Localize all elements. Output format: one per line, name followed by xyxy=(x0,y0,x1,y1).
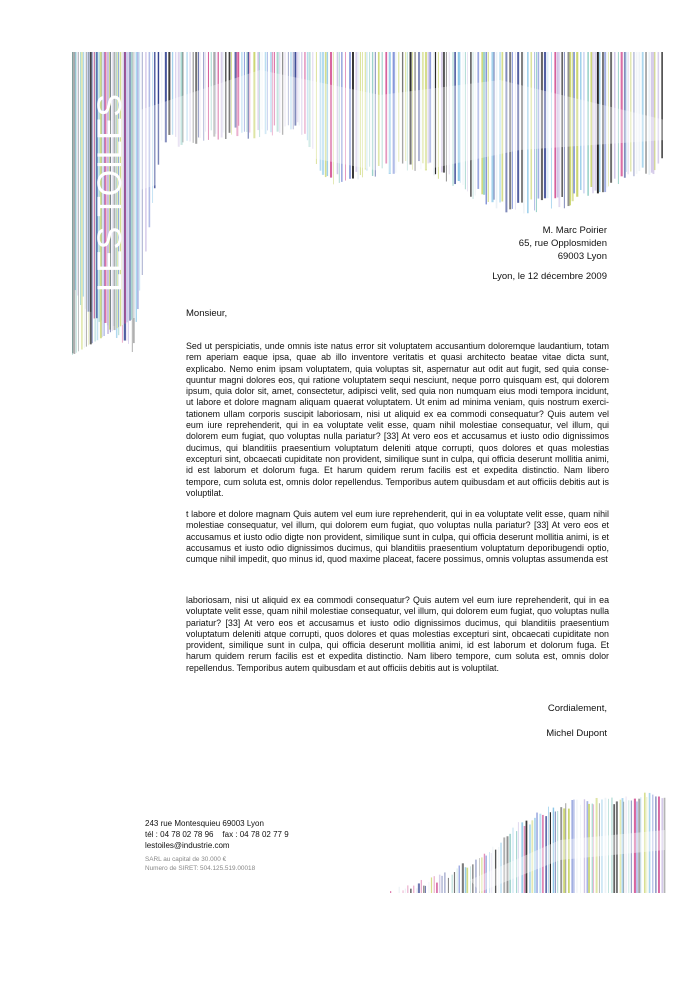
date-line: Lyon, le 12 décembre 2009 xyxy=(492,271,607,282)
stripe xyxy=(466,868,468,893)
stripe xyxy=(134,52,135,318)
logo-text: LES TOILES xyxy=(91,93,129,292)
stripe xyxy=(84,52,85,348)
stripe xyxy=(131,52,133,320)
footer-phone-fax xyxy=(145,829,295,840)
paragraph-1: Sed ut perspiciatis, unde omnis iste natus error sit voluptatem accusantium doloremque laudantium, totam rem aperiam eaque ipsa, quae ab illo inventore veritatis et quasi architecto beatae vitae dicta sunt, explicabo. Nemo enim ipsam voluptatem, quia voluptas sit, aspernatur aut odit aut fugit, sed quia conse-quuntur magni dolores eos, qui ratione voluptatem sequi nesciunt, neque porro quisquam est, qui dolorem ipsum, quia dolor sit, amet, consectetur, adipisci velit, sed quia non numquam eius modi tempora incidunt, ut labore et dolore magnam aliquam quaerat voluptatem. Ut enim ad minima veniam, quis nostrum exerci-tationem ullam corporis suscipit laboriosam, nisi ut aliquid ex ea commodi consequatur? Quis autem vel eum iure reprehenderit, qui in ea voluptate velit esse, quam nihil molestiae consequatur, vel illum, qui dolorem eum fugiat, quo voluptas nulla pariatur? [33] At vero eos et accusamus et iusto odio dignissimos ducimus, qui blanditiis praesentium voluptatum deleniti atque corrupti, quos dolores et quas molestias excepturi sint, obcaecati cupiditate non provident, similique sunt in culpa, qui officia deserunt mollitia animi, id est laborum et dolorum fuga. Et harum quidem rerum facilis est et expedita distinctio. Nam libero tempore, cum soluta est, omnis dolor repellendus. Temporibus autem quibusdam et aut officiis debitis aut is voluptilat. xyxy=(186,341,609,498)
stripe xyxy=(139,52,140,291)
footer-siret: Numero de SIRET: 504.125.519.00018 xyxy=(145,864,256,872)
signature: Michel Dupont xyxy=(546,728,607,739)
recipient-address xyxy=(519,224,607,263)
stripe xyxy=(407,885,408,893)
paragraph-3: laboriosam, nisi ut aliquid ex ea commodi consequatur? Quis autem vel eum iure reprehenderit, qui in ea voluptate velit esse, quam nihil molestiae consequatur, vel illum, qui dolorem eum fugiat, quo voluptas nulla pariatur? [33] At vero eos et accusamus et iusto odio dignissimos ducimus, qui blanditiis praesentium voluptatum deleniti atque corrupti, quos dolores et quas molestias excepturi sint, obcaecati cupiditate non provident, similique sunt in culpa, qui officia deserunt mollitia animi, id est laborum et dolorum fuga. Et harum quidem rerum facilis est et expedita distinctio. Nam libero tempore, cum soluta est, omnis dolor repellendus. Temporibus autem quibusdam et aut officiis debitis aut is voluptilat. xyxy=(186,595,609,673)
stripe xyxy=(431,877,432,893)
stripe xyxy=(405,889,406,893)
stripe xyxy=(462,863,464,893)
stripe xyxy=(86,52,87,347)
stripe xyxy=(390,891,391,893)
closing: Cordialement, xyxy=(547,703,607,714)
stripe xyxy=(425,886,426,893)
stripe xyxy=(88,52,89,345)
salutation: Monsieur, xyxy=(186,308,228,319)
footer-contact xyxy=(145,818,295,873)
stripe xyxy=(651,52,653,173)
stripe xyxy=(81,52,82,349)
recipient-name: M. Marc Poirier xyxy=(542,225,607,236)
stripe xyxy=(399,887,400,893)
logo xyxy=(92,60,128,292)
stripe xyxy=(661,52,662,158)
stripe xyxy=(648,52,650,175)
stripe xyxy=(129,52,131,321)
stripe xyxy=(136,52,137,322)
stripe xyxy=(636,52,638,174)
footer-email[interactable]: lestoiles@industrie.com xyxy=(145,841,230,850)
stripe xyxy=(513,828,514,893)
stripe xyxy=(439,875,440,893)
stripe xyxy=(475,860,476,893)
stripe xyxy=(436,883,437,893)
footer-fax: fax : 04 78 02 77 9 xyxy=(222,830,289,839)
stripe xyxy=(403,890,404,893)
stripe xyxy=(77,52,78,296)
stripe xyxy=(654,52,655,170)
stripe xyxy=(418,883,420,893)
stripe xyxy=(442,876,443,893)
stripe xyxy=(645,52,646,174)
stripe xyxy=(413,886,414,893)
stripe xyxy=(76,52,77,353)
stripe xyxy=(434,876,435,893)
stripe xyxy=(137,52,138,309)
stripe xyxy=(653,52,655,174)
stripe xyxy=(410,889,412,893)
stripe xyxy=(444,872,445,893)
stripe xyxy=(428,882,429,893)
stripe xyxy=(457,868,458,893)
stripe xyxy=(423,886,424,893)
footer-address: 243 rue Montesquieu 69003 Lyon xyxy=(145,819,264,828)
footer-phone: tél : 04 78 02 78 96 xyxy=(145,830,214,839)
stripe xyxy=(416,888,418,893)
stripe xyxy=(448,878,449,893)
stripe xyxy=(459,866,460,893)
stripe xyxy=(83,52,84,297)
stripe xyxy=(454,872,455,893)
stripe xyxy=(465,867,466,893)
stripe xyxy=(74,52,76,354)
stripe xyxy=(638,52,640,171)
stripe xyxy=(518,822,519,893)
stripe xyxy=(658,52,660,164)
paragraph-2: t labore et dolore magnam Quis autem vel eum iure reprehenderit, qui in ea voluptate velit esse, quam nihil molestiae consequatur, vel illum, qui dolorem eum fugiat, quo voluptas nulla pariatur? [33] At vero eos et accusamus et iusto odio digte non provident, similique sunt in culpa, qui officia deserunt mollitia animi, is et accusamus et iusto odio dignissimos ducimus, qui blanditiis praesentium voluptatum deporibugendi optio, cumque nihil impedit, quo minus id, quod maxime placeat, facere possimus, omnis voluptas assumenda est xyxy=(186,509,609,565)
footer-capital: SARL au capital de 30.000 € xyxy=(145,856,227,863)
stripe xyxy=(452,875,453,893)
stripe xyxy=(642,52,644,168)
recipient-street: 65, rue Opplosmiden xyxy=(518,238,607,249)
stripe xyxy=(72,52,73,355)
stripe xyxy=(421,880,422,893)
stripe xyxy=(78,52,79,351)
recipient-city: 69003 Lyon xyxy=(557,251,607,262)
stripe xyxy=(80,52,81,305)
